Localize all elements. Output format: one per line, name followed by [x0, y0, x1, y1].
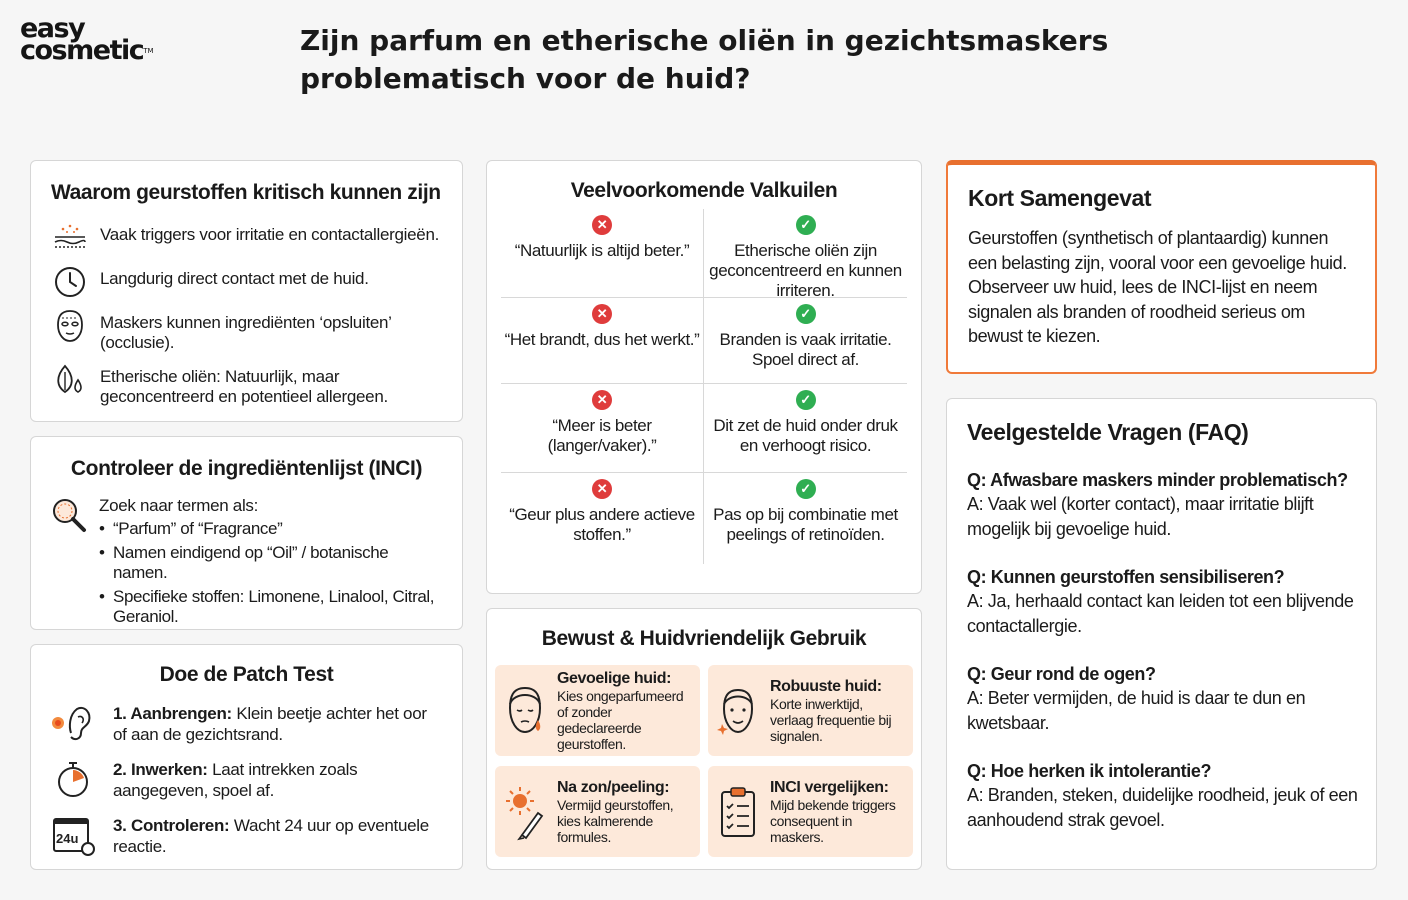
- usage-heading: Bewust & Huidvriendelijk Gebruik: [541, 627, 867, 650]
- faq-item: [967, 468, 1362, 542]
- usage-box-text: Korte inwerktijd, verlaag frequentie bij signalen.: [770, 695, 892, 744]
- calendar-24h-icon: [49, 813, 97, 857]
- why-item: [51, 221, 444, 255]
- cross-icon: ✕: [592, 215, 612, 235]
- pitfalls-card: [486, 160, 922, 594]
- cross-icon: ✕: [592, 390, 612, 410]
- page-title: Zijn parfum en etherische oliën in gezichtsmaskers problematisch voor de huid?: [300, 24, 1109, 95]
- why-item: [51, 265, 444, 299]
- usage-box-title: Na zon/peeling:: [557, 778, 670, 796]
- face-mask-icon: [51, 309, 89, 343]
- calendar-text: 24u: [56, 831, 79, 846]
- summary-card: [946, 160, 1377, 374]
- clipboard-checklist-icon: [714, 782, 762, 842]
- usage-box: [708, 665, 913, 756]
- list-item: • Namen eindigend op “Oil” / botanische namen.: [99, 543, 444, 583]
- cross-icon: ✕: [592, 479, 612, 499]
- pitfall-fact: ✓ Pas op bij combinatie met peelings of retinoïden.: [704, 472, 907, 564]
- leaf-drop-icon: [51, 363, 89, 397]
- faq-question: Q: Afwasbare maskers minder problematisch?: [967, 470, 1348, 490]
- check-icon: ✓: [796, 215, 816, 235]
- faq-item: [967, 759, 1362, 833]
- usage-box-text: Mijd bekende triggers consequent in maskers.: [770, 796, 896, 845]
- faq-item: [967, 565, 1362, 639]
- brand-logo: [20, 13, 180, 66]
- usage-card: [486, 608, 922, 870]
- patch-step-text: 2. Inwerken: Laat intrekken zoals aangegeven, spoel af.: [113, 760, 358, 800]
- pitfall-myth: ✕ “Het brandt, dus het werkt.”: [501, 297, 704, 383]
- why-item-text: Langdurig direct contact met de huid.: [100, 269, 369, 288]
- patch-step: [49, 757, 444, 801]
- timer-icon: [49, 757, 97, 801]
- irritated-skin-icon: [51, 221, 89, 255]
- inci-term-list: [99, 519, 444, 627]
- sensitive-face-icon: [501, 681, 549, 741]
- faq-item: [967, 662, 1362, 736]
- usage-box: [495, 665, 700, 756]
- usage-box: [495, 766, 700, 857]
- faq-answer: A: Vaak wel (korter contact), maar irritatie blijft mogelijk bij gevoelige huid.: [967, 494, 1314, 539]
- usage-box-text: Vermijd geurstoffen, kies kalmerende formules.: [557, 796, 674, 845]
- magnifier-icon: [49, 495, 89, 631]
- clock-icon: [51, 265, 89, 299]
- faq-question: Q: Kunnen geurstoffen sensibiliseren?: [967, 567, 1285, 587]
- faq-question: Q: Hoe herken ik intolerantie?: [967, 761, 1212, 781]
- why-item-text: Etherische oliën: Natuurlijk, maar geconcentreerd en potentieel allergeen.: [100, 367, 388, 406]
- faq-heading: Veelgestelde Vragen (FAQ): [967, 419, 1249, 445]
- list-item: • “Parfum” of “Fragrance”: [99, 519, 444, 539]
- faq-card: [946, 398, 1377, 870]
- sun-peeling-icon: [501, 782, 549, 842]
- pitfall-myth: ✕ “Meer is beter (langer/vaker).”: [501, 383, 704, 472]
- robust-face-icon: [714, 681, 762, 741]
- usage-box-title: INCI vergelijken:: [770, 778, 889, 796]
- why-item-text: Vaak triggers voor irritatie en contactallergieën.: [100, 225, 440, 244]
- logo-trademark: TM: [143, 47, 154, 55]
- why-heading: Waarom geurstoffen kritisch kunnen zijn: [51, 181, 441, 204]
- inci-heading: Controleer de ingrediëntenlijst (INCI): [70, 457, 423, 480]
- why-card: [30, 160, 463, 422]
- faq-answer: A: Branden, steken, duidelijke roodheid, jeuk of een aanhoudend strak gevoel.: [967, 785, 1358, 830]
- list-item: • Specifieke stoffen: Limonene, Linalool, Citral, Geraniol.: [99, 587, 444, 627]
- patch-step: [49, 813, 444, 857]
- inci-intro: Zoek naar termen als:: [99, 496, 259, 515]
- check-icon: ✓: [796, 304, 816, 324]
- why-item: [51, 363, 444, 407]
- pitfalls-grid: [501, 209, 907, 564]
- usage-box-text: Kies ongeparfumeerd of zonder gedeclareerde geurstoffen.: [557, 687, 684, 752]
- patch-step-text: 3. Controleren: Wacht 24 uur op eventuele reactie.: [113, 816, 429, 856]
- why-item: [51, 309, 444, 353]
- check-icon: ✓: [796, 479, 816, 499]
- pitfall-fact: ✓ Dit zet de huid onder druk en verhoogt risico.: [704, 383, 907, 472]
- faq-answer: A: Beter vermijden, de huid is daar te dun en kwetsbaar.: [967, 688, 1306, 733]
- faq-answer: A: Ja, herhaald contact kan leiden tot een blijvende contactallergie.: [967, 591, 1354, 636]
- why-item-text: Maskers kunnen ingrediënten ‘opsluiten’ (occlusie).: [100, 313, 392, 352]
- ear-icon: [49, 701, 97, 745]
- summary-heading: Kort Samengevat: [968, 185, 1152, 211]
- patch-step: [49, 701, 444, 745]
- usage-box-title: Robuuste huid:: [770, 677, 882, 695]
- pitfalls-heading: Veelvoorkomende Valkuilen: [570, 179, 838, 202]
- logo-line-1: easy: [20, 13, 85, 44]
- logo-line-2: cosmetic: [20, 35, 144, 66]
- summary-text: Geurstoffen (synthetisch of plantaardig) kunnen een belasting zijn, vooral voor een gevoelige huid. Observeer uw huid, lees de INCI-lijst en neem signalen als branden of roodheid serieus om bewust te kiezen.: [968, 228, 1347, 346]
- cross-icon: ✕: [592, 304, 612, 324]
- patch-step-text: 1. Aanbrengen: Klein beetje achter het oor of aan de gezichtsrand.: [113, 704, 427, 744]
- pitfall-myth: ✕ “Natuurlijk is altijd beter.”: [501, 209, 704, 297]
- patch-heading: Doe de Patch Test: [159, 663, 334, 686]
- pitfall-myth: ✕ “Geur plus andere actieve stoffen.”: [501, 472, 704, 564]
- faq-question: Q: Geur rond de ogen?: [967, 664, 1156, 684]
- usage-box: [708, 766, 913, 857]
- usage-box-title: Gevoelige huid:: [557, 669, 672, 687]
- pitfall-fact: ✓ Branden is vaak irritatie. Spoel direct af.: [704, 297, 907, 383]
- inci-card: [30, 436, 463, 630]
- pitfall-fact: ✓ Etherische oliën zijn geconcentreerd en kunnen irriteren.: [709, 217, 902, 300]
- patch-test-card: [30, 644, 463, 870]
- check-icon: ✓: [796, 390, 816, 410]
